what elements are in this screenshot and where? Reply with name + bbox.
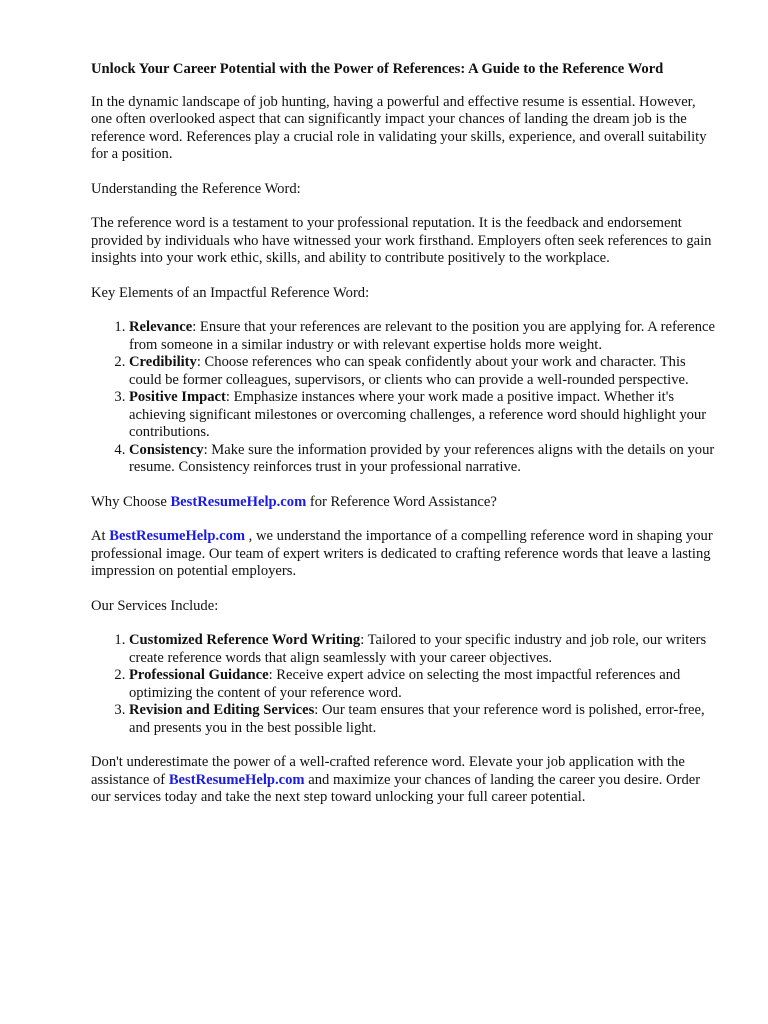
list-item-text: : Emphasize instances where your work made a positive impact. Whether it's achieving significant milestones or overcoming challenges, a reference word should highlight your contributions. bbox=[129, 389, 707, 440]
bestresumehelp-link[interactable]: BestResumeHelp.com bbox=[168, 771, 305, 788]
list-item-term: Positive Impact bbox=[129, 389, 226, 405]
list-item bbox=[129, 389, 720, 442]
at-text-before: At bbox=[91, 528, 110, 544]
list-item-text: : Tailored to your specific industry and job role, our writers create reference words that align seamlessly with your career objectives. bbox=[129, 632, 707, 666]
closing-text-before: Don't underestimate the power of a well-crafted reference word. Elevate your job application with the assistance of bbox=[91, 754, 685, 788]
why-text-before: Why Choose bbox=[91, 493, 171, 510]
list-item-term: Relevance bbox=[129, 319, 193, 335]
understanding-heading: Understanding the Reference Word: bbox=[91, 180, 301, 197]
list-item-text: : Choose references who can speak confidently about your work and character. This could be former colleagues, supervisors, or clients who can provide a well-rounded perspective. bbox=[129, 354, 689, 388]
bestresumehelp-link[interactable]: BestResumeHelp.com bbox=[170, 493, 307, 510]
list-item-text: : Our team ensures that your reference word is polished, error-free, and presents you in the best possible light. bbox=[129, 702, 705, 736]
list-item-term: Customized Reference Word Writing bbox=[129, 632, 361, 648]
page-title: Unlock Your Career Potential with the Power of References: A Guide to the Reference Word bbox=[91, 61, 664, 77]
list-item-text: : Receive expert advice on selecting the most impactful references and optimizing the content of your reference word. bbox=[129, 667, 681, 701]
bestresumehelp-link[interactable]: BestResumeHelp.com bbox=[109, 528, 246, 544]
list-item-term: Credibility bbox=[129, 354, 197, 370]
intro-paragraph: In the dynamic landscape of job hunting, having a powerful and effective resume is essential. However, one often overlooked aspect that can significantly impact your chances of landing the dream job is the reference word. References play a crucial role in validating your skills, experience, and overall suitability for a position. bbox=[91, 93, 707, 162]
list-item bbox=[129, 442, 720, 477]
list-item-term: Revision and Editing Services bbox=[129, 702, 315, 718]
understanding-paragraph: The reference word is a testament to your professional reputation. It is the feedback and endorsement provided by individuals who have witnessed your work firsthand. Employers often seek references to gain insights into your work ethic, skills, and ability to contribute positively to the workplace. bbox=[91, 215, 712, 266]
key-elements-heading: Key Elements of an Impactful Reference Word: bbox=[91, 284, 370, 301]
why-choose-heading bbox=[91, 494, 720, 512]
list-item bbox=[129, 319, 720, 354]
at-paragraph bbox=[91, 528, 720, 581]
list-item bbox=[129, 702, 720, 737]
list-item-text: : Ensure that your references are relevant to the position you are applying for. A reference from someone in a similar industry or with relevant expertise holds more weight. bbox=[129, 319, 715, 353]
closing-text-after: and maximize your chances of landing the career you desire. Order our services today and take the next step toward unlocking your full career potential. bbox=[91, 771, 701, 805]
list-item bbox=[129, 354, 720, 389]
list-item-term: Professional Guidance bbox=[129, 667, 269, 683]
closing-paragraph bbox=[91, 754, 720, 807]
services-list bbox=[91, 632, 720, 737]
list-item bbox=[129, 632, 720, 667]
at-text-after: , we understand the importance of a compelling reference word in shaping your professional image. Our team of expert writers is dedicated to crafting reference words that leave a lasting impression on potential employers. bbox=[91, 528, 713, 579]
list-item bbox=[129, 667, 720, 702]
list-item-term: Consistency bbox=[129, 441, 204, 458]
key-elements-list bbox=[91, 319, 720, 477]
services-heading: Our Services Include: bbox=[91, 597, 219, 614]
why-text-after: for Reference Word Assistance? bbox=[306, 493, 497, 510]
list-item-text: : Make sure the information provided by your references aligns with the details on your resume. Consistency reinforces trust in your professional narrative. bbox=[129, 441, 715, 475]
